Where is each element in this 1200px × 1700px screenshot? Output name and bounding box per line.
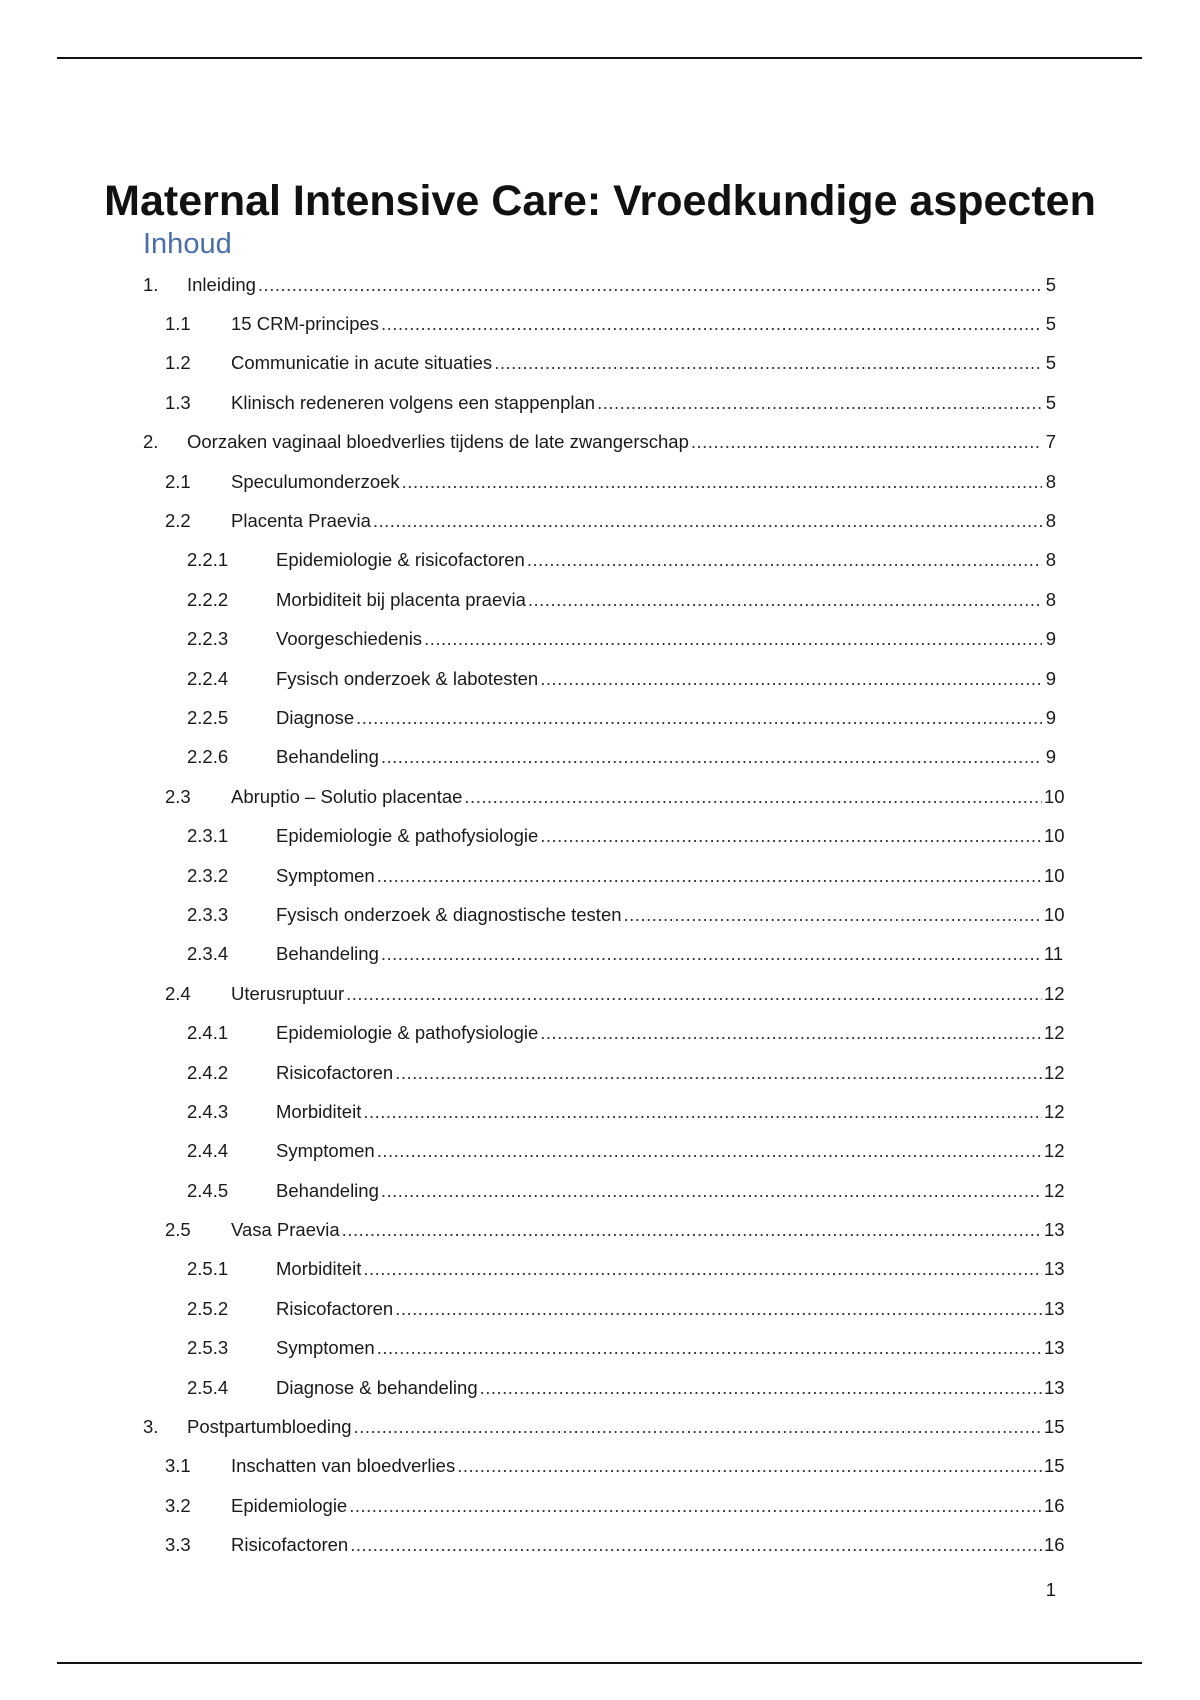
toc-entry[interactable]: [0, 698, 1200, 737]
toc-entry-label[interactable]: Behandeling: [276, 943, 379, 965]
toc-entry-page[interactable]: 10: [1044, 903, 1065, 925]
toc-entry[interactable]: [0, 580, 1200, 619]
toc-entry[interactable]: [0, 1526, 1200, 1565]
toc-dot-leader: [691, 431, 1042, 453]
toc-entry-number: 2.5.4: [187, 1376, 229, 1398]
toc-dot-leader: [377, 865, 1042, 887]
toc-entry[interactable]: [0, 1210, 1200, 1249]
toc-entry[interactable]: [0, 462, 1200, 501]
toc-entry-line: [276, 1376, 1065, 1399]
toc-dot-leader: [597, 392, 1042, 414]
toc-entry-page[interactable]: 12: [1044, 1100, 1065, 1122]
toc-entry-page[interactable]: 9: [1045, 706, 1056, 728]
toc-entry-page[interactable]: 13: [1044, 1297, 1065, 1319]
toc-entry-number: 2.3.3: [187, 903, 229, 925]
toc-entry-label[interactable]: Risicofactoren: [276, 1297, 394, 1319]
toc-entry-line: [276, 1061, 1065, 1084]
toc-entry-label[interactable]: Diagnose & behandeling: [276, 1376, 478, 1398]
footer-rule: [57, 1662, 1142, 1664]
toc-entry-label[interactable]: Oorzaken vaginaal bloedverlies tijdens de late zwangerschap: [187, 431, 689, 453]
toc-entry-number: 2.2.4: [187, 667, 229, 689]
toc-dot-leader: [540, 668, 1042, 690]
toc-entry-line: [276, 589, 1056, 611]
toc-entry-label[interactable]: Epidemiologie: [231, 1494, 348, 1516]
toc-entry[interactable]: [0, 620, 1200, 659]
toc-entry-number: 1.1: [165, 313, 191, 335]
toc-entry-number: 1.3: [165, 391, 191, 413]
toc-dot-leader: [381, 943, 1042, 965]
toc-entry[interactable]: [0, 1486, 1200, 1525]
toc-entry-line: [276, 1297, 1065, 1320]
toc-entry-line: [276, 1258, 1065, 1280]
toc-entry-page[interactable]: 15: [1044, 1455, 1065, 1477]
toc-entry-number: 2.5.1: [187, 1258, 229, 1280]
toc-entry-page[interactable]: 12: [1044, 1022, 1065, 1044]
toc-entry-number: 2.4.3: [187, 1100, 229, 1122]
toc-entry-number: 3.: [143, 1416, 159, 1438]
toc-entry-label[interactable]: Placenta Praevia: [231, 510, 371, 532]
toc-entry-page[interactable]: 15: [1044, 1416, 1065, 1438]
toc-entry[interactable]: [0, 383, 1200, 422]
toc-entry-label[interactable]: Symptomen: [276, 864, 375, 886]
toc-entry-page[interactable]: 5: [1045, 391, 1056, 413]
toc-entry-label[interactable]: Epidemiologie & pathofysiologie: [276, 1022, 539, 1044]
toc-entry-page[interactable]: 8: [1045, 470, 1056, 492]
document-title: Maternal Intensive Care: Vroedkundige aspecten: [104, 176, 1096, 225]
toc-entry-line: [187, 431, 1056, 453]
toc-entry-label[interactable]: Behandeling: [276, 1179, 379, 1201]
toc-entry-page[interactable]: 5: [1045, 352, 1056, 374]
toc-entry[interactable]: [0, 895, 1200, 934]
toc-entry-line: [231, 510, 1056, 532]
toc-entry-line: [231, 471, 1056, 493]
toc-dot-leader: [354, 1416, 1042, 1438]
toc-entry-page[interactable]: 9: [1045, 667, 1056, 689]
toc-dot-leader: [457, 1455, 1042, 1477]
toc-dot-leader: [381, 313, 1042, 335]
toc-entry-page[interactable]: 12: [1044, 982, 1065, 1004]
toc-entry-number: 1.: [143, 273, 159, 295]
toc-entry-label[interactable]: Uterusruptuur: [231, 982, 345, 1004]
toc-entry-label[interactable]: 15 CRM-principes: [231, 313, 380, 335]
toc-entry-label[interactable]: Epidemiologie & pathofysiologie: [276, 825, 539, 847]
toc-entry-label[interactable]: Epidemiologie & risicofactoren: [276, 549, 525, 571]
toc-dot-leader: [395, 1062, 1042, 1084]
toc-entry[interactable]: [0, 1132, 1200, 1171]
toc-heading: Inhoud: [143, 228, 232, 260]
toc-entry-page[interactable]: 13: [1044, 1258, 1065, 1280]
toc-entry-line: [231, 982, 1065, 1005]
toc-entry-label[interactable]: Risicofactoren: [231, 1534, 349, 1556]
toc-entry-number: 2.3.2: [187, 864, 229, 886]
toc-entry[interactable]: [0, 1368, 1200, 1407]
toc-dot-leader: [494, 352, 1042, 374]
toc-dot-leader: [356, 707, 1042, 729]
toc-entry-number: 2.4.5: [187, 1179, 229, 1201]
toc-entry-number: 2.5: [165, 1219, 191, 1241]
toc-entry-number: 2.5.3: [187, 1337, 229, 1359]
toc-entry-label[interactable]: Diagnose: [276, 706, 355, 728]
toc-entry-line: [231, 313, 1056, 335]
toc-entry-line: [276, 549, 1056, 571]
toc-entry-label[interactable]: Morbiditeit: [276, 1100, 362, 1122]
toc-entry-number: 3.3: [165, 1534, 191, 1556]
toc-entry-number: 2.5.2: [187, 1297, 229, 1319]
toc-entry-line: [231, 1534, 1065, 1556]
toc-entry-page[interactable]: 9: [1045, 746, 1056, 768]
toc-entry-line: [276, 628, 1056, 650]
toc-entry[interactable]: [0, 501, 1200, 540]
toc-entry-line: [276, 1337, 1065, 1359]
toc-entry-line: [231, 352, 1056, 374]
toc-dot-leader: [377, 1337, 1042, 1359]
toc-entry-number: 2.4.2: [187, 1061, 229, 1083]
toc-entry-page[interactable]: 10: [1044, 825, 1065, 847]
toc-entry-label[interactable]: Communicatie in acute situaties: [231, 352, 493, 374]
toc-entry-line: [276, 864, 1065, 887]
toc-dot-leader: [373, 510, 1042, 532]
header-rule: [57, 57, 1142, 59]
toc-entry-page[interactable]: 12: [1044, 1061, 1065, 1083]
toc-dot-leader: [377, 1140, 1042, 1162]
toc-entry-number: 3.2: [165, 1494, 191, 1516]
toc-entry-page[interactable]: 8: [1045, 510, 1056, 532]
toc-entry-page[interactable]: 9: [1045, 628, 1056, 650]
toc-entry-line: [231, 392, 1056, 414]
toc-entry-page[interactable]: 16: [1044, 1534, 1065, 1556]
toc-dot-leader: [540, 1022, 1042, 1044]
toc-dot-leader: [464, 786, 1042, 808]
toc-entry-page[interactable]: 12: [1044, 1179, 1065, 1201]
toc-entry-line: [276, 1179, 1065, 1202]
toc-entry-page[interactable]: 13: [1044, 1376, 1065, 1398]
toc-entry[interactable]: [0, 1289, 1200, 1328]
toc-entry-label[interactable]: Inleiding: [187, 273, 256, 295]
toc-entry[interactable]: [0, 1447, 1200, 1486]
toc-entry[interactable]: [0, 974, 1200, 1013]
toc-dot-leader: [350, 1534, 1042, 1556]
toc-entry-page[interactable]: 5: [1045, 273, 1056, 295]
toc-entry-page[interactable]: 7: [1045, 431, 1056, 453]
toc-entry-page[interactable]: 11: [1044, 943, 1064, 965]
toc-entry-label[interactable]: Vasa Praevia: [231, 1219, 340, 1241]
toc-dot-leader: [381, 746, 1042, 768]
toc-dot-leader: [424, 628, 1042, 650]
toc-dot-leader: [258, 274, 1042, 296]
toc-dot-leader: [402, 471, 1042, 493]
toc-entry[interactable]: [0, 344, 1200, 383]
toc-entry-page[interactable]: 10: [1044, 864, 1065, 886]
toc-entry[interactable]: [0, 1053, 1200, 1092]
toc-entry[interactable]: [0, 1013, 1200, 1052]
toc-dot-leader: [349, 1495, 1042, 1517]
toc-entry-number: 1.2: [165, 352, 191, 374]
toc-dot-leader: [346, 983, 1042, 1005]
toc-entry[interactable]: [0, 738, 1200, 777]
toc-entry-page[interactable]: 10: [1044, 785, 1065, 807]
toc-entry-number: 2.3.4: [187, 943, 229, 965]
toc-entry-number: 3.1: [165, 1455, 191, 1477]
toc-entry[interactable]: [0, 1171, 1200, 1210]
toc-entry-label[interactable]: Symptomen: [276, 1140, 375, 1162]
toc-entry-page[interactable]: 13: [1044, 1219, 1065, 1241]
toc-entry[interactable]: [0, 816, 1200, 855]
toc-entry-number: 2.2.1: [187, 549, 229, 571]
toc-entry-number: 2.4: [165, 982, 191, 1004]
toc-entry-label[interactable]: Behandeling: [276, 746, 379, 768]
toc-entry-label[interactable]: Speculumonderzoek: [231, 470, 400, 492]
toc-dot-leader: [381, 1180, 1042, 1202]
toc-entry-page[interactable]: 5: [1045, 313, 1056, 335]
toc-entry-label[interactable]: Klinisch redeneren volgens een stappenplan: [231, 391, 596, 413]
toc-entry-line: [276, 668, 1056, 690]
toc-entry-line: [276, 903, 1065, 926]
toc-entry-label[interactable]: Risicofactoren: [276, 1061, 394, 1083]
toc-entry-label[interactable]: Abruptio – Solutio placentae: [231, 785, 463, 807]
toc-entry-line: [231, 1455, 1065, 1477]
toc-entry-line: [231, 1219, 1065, 1241]
toc-entry-number: 2.2.6: [187, 746, 229, 768]
toc-entry[interactable]: [0, 777, 1200, 816]
toc-entry[interactable]: [0, 423, 1200, 462]
toc-entry-label[interactable]: Voorgeschiedenis: [276, 628, 423, 650]
toc-entry-label[interactable]: Morbiditeit bij placenta praevia: [276, 588, 526, 610]
toc-entry-label[interactable]: Inschatten van bloedverlies: [231, 1455, 456, 1477]
toc-entry[interactable]: [0, 541, 1200, 580]
toc-entry-number: 2.4.1: [187, 1022, 229, 1044]
page-number: 1: [1045, 1579, 1056, 1600]
toc-entry[interactable]: [0, 1329, 1200, 1368]
toc-entry-line: [187, 1416, 1065, 1438]
toc-entry-line: [276, 1100, 1065, 1123]
toc-entry-line: [276, 1022, 1065, 1044]
toc-entry-line: [276, 1140, 1065, 1162]
toc-entry[interactable]: [0, 1092, 1200, 1131]
toc-entry-number: 2.1: [165, 470, 191, 492]
toc-entry[interactable]: [0, 1407, 1200, 1446]
toc-dot-leader: [624, 904, 1042, 926]
toc-entry-page[interactable]: 13: [1044, 1337, 1065, 1359]
table-of-contents: [0, 265, 1200, 1565]
toc-entry-number: 2.2.2: [187, 588, 229, 610]
toc-dot-leader: [528, 589, 1042, 611]
toc-entry-line: [276, 746, 1056, 768]
toc-entry-number: 2.3: [165, 785, 191, 807]
toc-entry-number: 2.: [143, 431, 159, 453]
toc-entry-line: [231, 1494, 1065, 1517]
toc-entry-line: [276, 825, 1065, 847]
toc-dot-leader: [363, 1101, 1042, 1123]
toc-entry-label[interactable]: Morbiditeit: [276, 1258, 362, 1280]
toc-entry-number: 2.2.5: [187, 706, 229, 728]
toc-entry-page[interactable]: 8: [1045, 549, 1056, 571]
toc-dot-leader: [527, 549, 1042, 571]
toc-dot-leader: [480, 1377, 1042, 1399]
toc-entry-label[interactable]: Fysisch onderzoek & diagnostische testen: [276, 903, 622, 925]
toc-entry-number: 2.2.3: [187, 628, 229, 650]
toc-entry-line: [231, 785, 1065, 808]
toc-dot-leader: [363, 1258, 1042, 1280]
toc-entry-label[interactable]: Symptomen: [276, 1337, 375, 1359]
toc-entry-line: [187, 274, 1056, 296]
toc-dot-leader: [395, 1298, 1042, 1320]
toc-entry[interactable]: [0, 265, 1200, 304]
toc-entry[interactable]: [0, 856, 1200, 895]
toc-entry-page[interactable]: 16: [1044, 1494, 1065, 1516]
toc-dot-leader: [342, 1219, 1042, 1241]
toc-entry-label[interactable]: Fysisch onderzoek & labotesten: [276, 667, 539, 689]
toc-dot-leader: [540, 825, 1042, 847]
toc-entry-number: 2.2: [165, 510, 191, 532]
toc-entry-number: 2.4.4: [187, 1140, 229, 1162]
toc-entry-line: [276, 943, 1064, 965]
toc-entry-label[interactable]: Postpartumbloeding: [187, 1416, 352, 1438]
toc-entry-number: 2.3.1: [187, 825, 229, 847]
toc-entry[interactable]: [0, 1250, 1200, 1289]
toc-entry-page[interactable]: 8: [1045, 588, 1056, 610]
toc-entry[interactable]: [0, 304, 1200, 343]
toc-entry[interactable]: [0, 659, 1200, 698]
toc-entry[interactable]: [0, 935, 1200, 974]
toc-entry-line: [276, 707, 1056, 729]
toc-entry-page[interactable]: 12: [1044, 1140, 1065, 1162]
